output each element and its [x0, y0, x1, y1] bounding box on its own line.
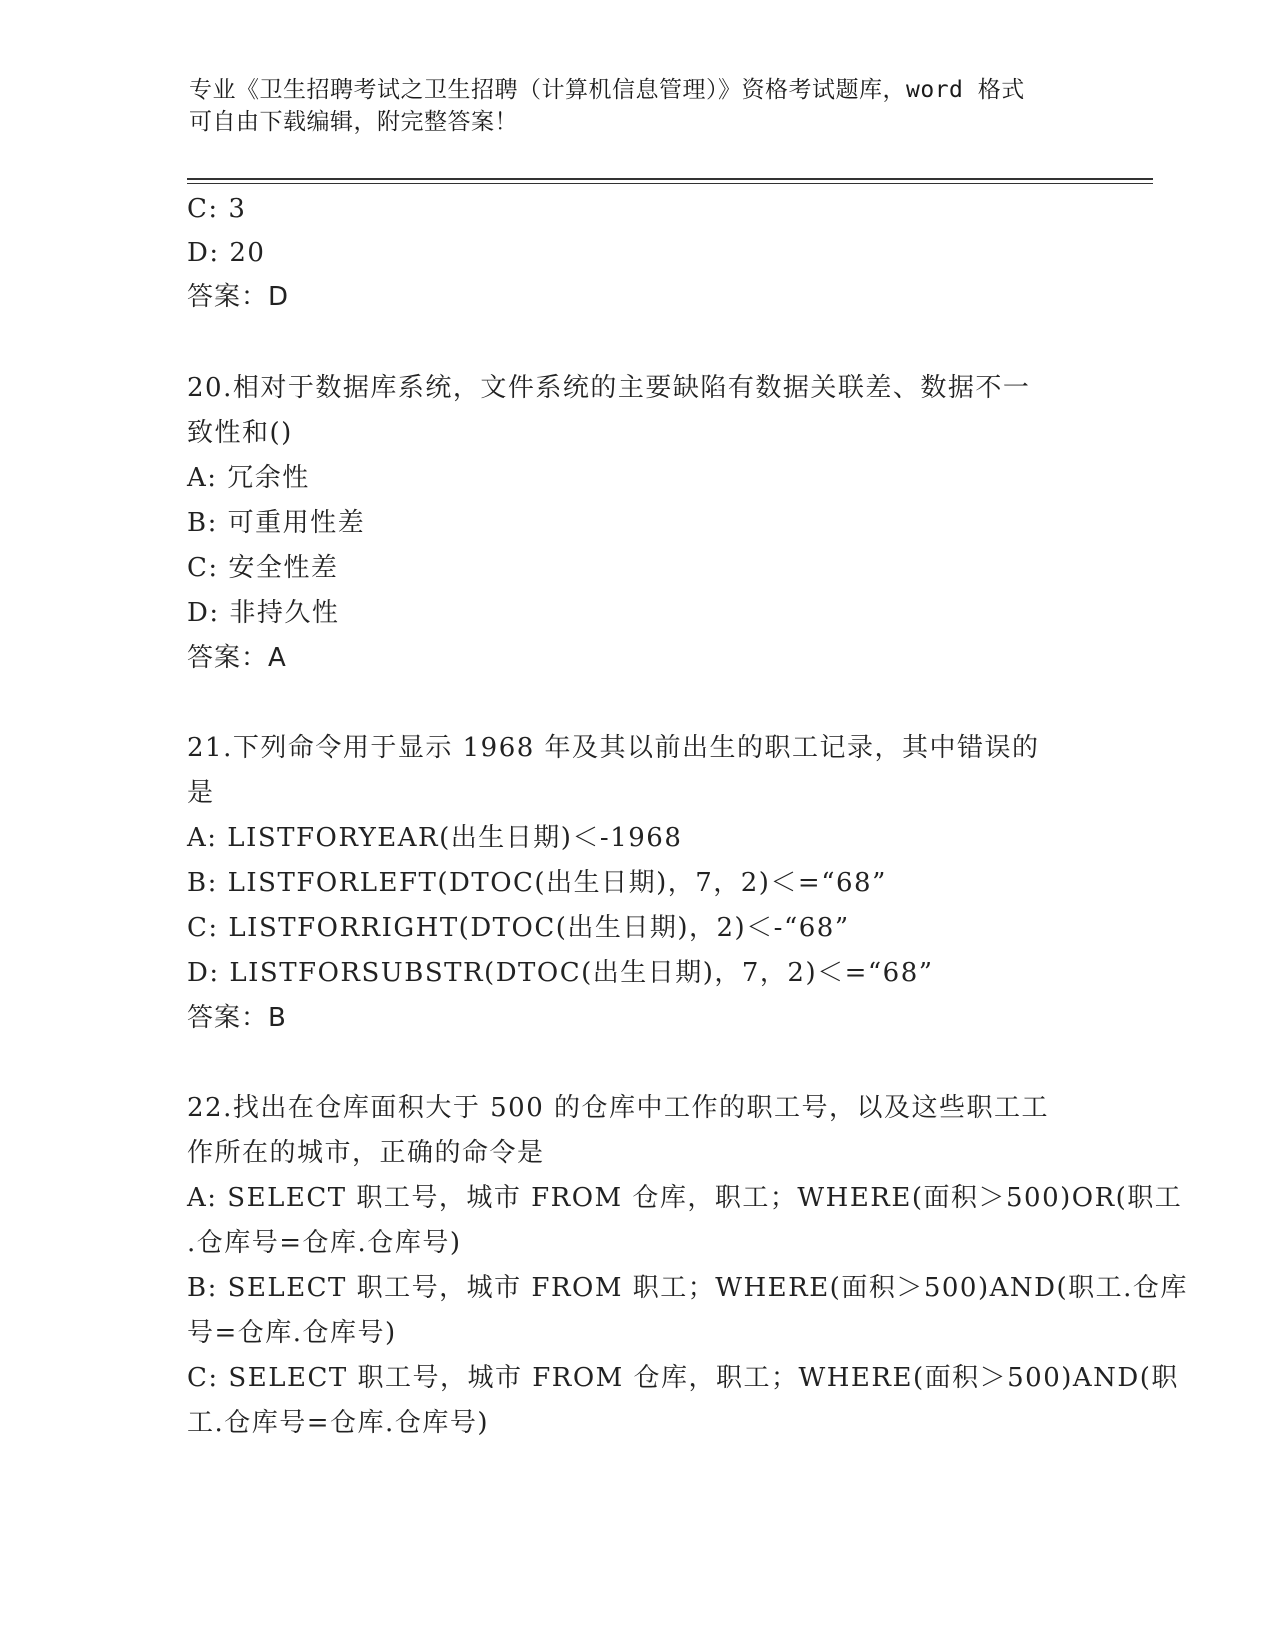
q22-option-b-line-2: 号=仓库.仓库号): [187, 1318, 397, 1348]
q20-option-c: C: 安全性差: [187, 553, 339, 583]
q20-option-a: A: 冗余性: [187, 463, 310, 493]
q21-option-a: A: LISTFORYEAR(出生日期)＜-1968: [187, 823, 683, 853]
header-title-line-1: 专业《卫生招聘考试之卫生招聘（计算机信息管理）》资格考试题库，word 格式: [189, 77, 1025, 103]
q20-stem-line-1: 20.相对于数据库系统，文件系统的主要缺陷有数据关联差、数据不一: [187, 373, 1031, 403]
q19-option-d: D: 20: [187, 238, 266, 268]
document-header: [189, 74, 1069, 138]
q21-option-d: D: LISTFORSUBSTR(DTOC(出生日期)，7，2)＜=“68”: [187, 958, 934, 988]
q20-option-b: B: 可重用性差: [187, 508, 366, 538]
header-title-line-2: 可自由下载编辑，附完整答案！: [189, 109, 518, 135]
q22-option-c-line-1: C: SELECT 职工号，城市 FROM 仓库，职工；WHERE(面积＞500)AND(职: [187, 1363, 1179, 1393]
q21-stem-line-2: 是: [187, 778, 215, 808]
q21-option-c: C: LISTFORRIGHT(DTOC(出生日期)，2)＜-“68”: [187, 913, 850, 943]
q21-option-b: B: LISTFORLEFT(DTOC(出生日期)，7，2)＜=“68”: [187, 868, 887, 898]
header-divider-thin: [187, 183, 1153, 184]
q22-option-a-line-2: .仓库号=仓库.仓库号): [187, 1228, 462, 1258]
q21-answer: 答案：B: [187, 1003, 287, 1033]
q22-option-a-line-1: A: SELECT 职工号，城市 FROM 仓库，职工；WHERE(面积＞500)OR(职工: [187, 1183, 1183, 1213]
q22-stem-line-1: 22.找出在仓库面积大于 500 的仓库中工作的职工号，以及这些职工工: [187, 1093, 1050, 1123]
q19-option-c: C: 3: [187, 194, 247, 224]
q22-option-c-line-2: 工.仓库号=仓库.仓库号): [187, 1408, 489, 1438]
q20-answer: 答案：A: [187, 643, 287, 673]
header-divider-thick: [187, 178, 1153, 180]
q20-stem-line-2: 致性和(): [187, 418, 293, 448]
q20-option-d: D: 非持久性: [187, 598, 340, 628]
q19-answer: 答案：D: [187, 282, 290, 312]
q22-stem-line-2: 作所在的城市，正确的命令是: [187, 1138, 545, 1168]
q22-option-b-line-1: B: SELECT 职工号，城市 FROM 职工；WHERE(面积＞500)AND(职工.仓库: [187, 1273, 1188, 1303]
q21-stem-line-1: 21.下列命令用于显示 1968 年及其以前出生的职工记录，其中错误的: [187, 733, 1040, 763]
